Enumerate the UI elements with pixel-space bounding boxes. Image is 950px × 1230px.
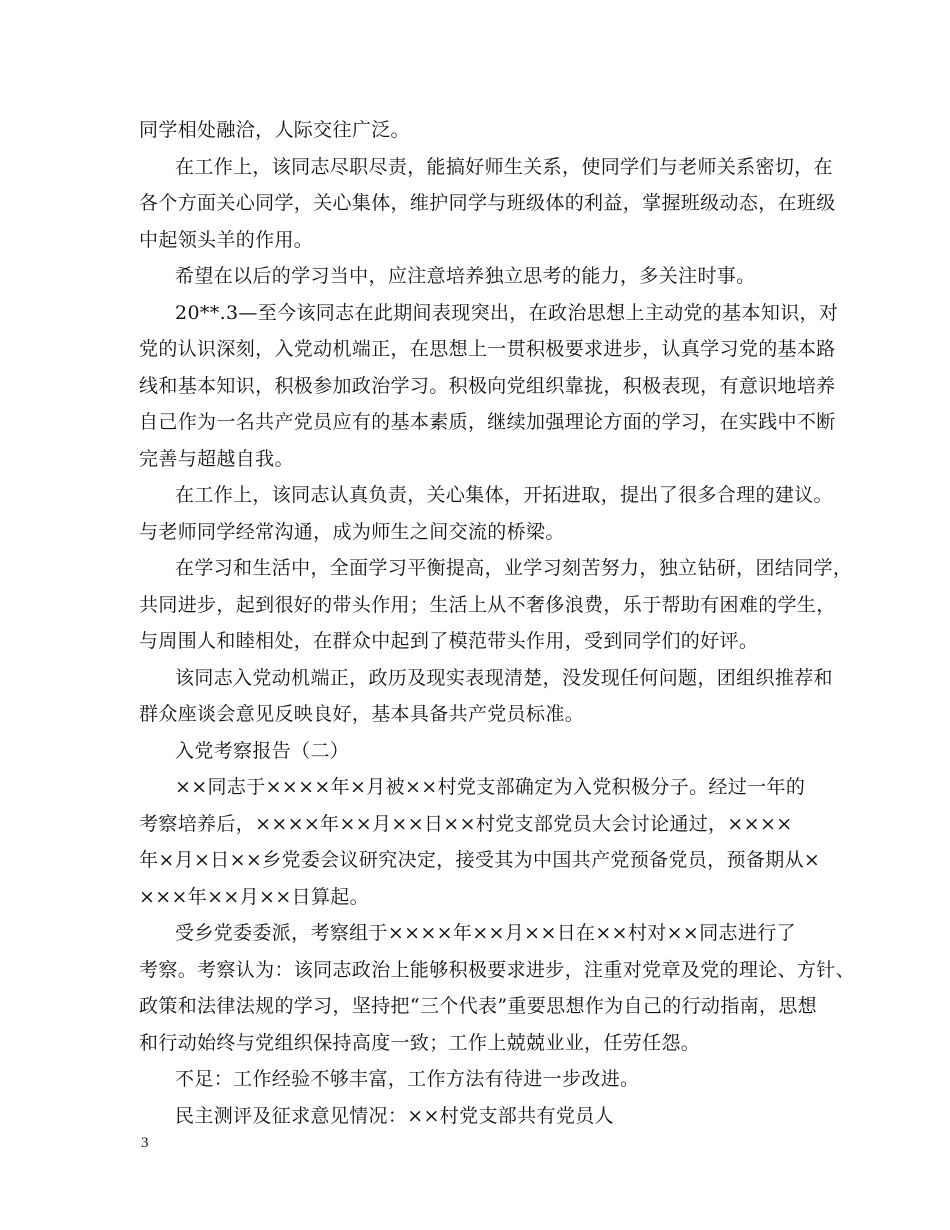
- text-line: 共同进步，起到很好的带头作用；生活上从不奢侈浪费，乐于帮助有困难的学生，: [139, 593, 836, 616]
- text-line: 希望在以后的学习当中，应注意培养独立思考的能力，多关注时事。: [175, 265, 756, 287]
- text-line: 入党考察报告（二）: [175, 739, 350, 762]
- text-line: 和行动始终与党组织保持高度一致；工作上兢兢业业，任劳任怨。: [139, 1031, 701, 1054]
- text-line: 完善与超越自我。: [139, 447, 294, 470]
- text-line: 与老师同学经常沟通，成为师生之间交流的桥梁。: [139, 520, 565, 543]
- text-line: 在工作上，该同志尽职尽责，能搞好师生关系，使同学们与老师关系密切，在: [175, 155, 833, 178]
- text-line: 在工作上，该同志认真负责，关心集体，开拓进取，提出了很多合理的建议。: [175, 484, 833, 506]
- text-line: 线和基本知识，积极参加政治学习。积极向党组织靠拢，积极表现，有意识地培养: [139, 374, 836, 397]
- text-line: ××同志于××××年×月被××村党支部确定为入党积极分子。经过一年的: [175, 776, 806, 798]
- text-line: ×××年××月××日算起。: [139, 885, 369, 908]
- page-number: 3: [141, 1135, 149, 1151]
- text-line: 考察。考察认为：该同志政治上能够积极要求进步，注重对党章及党的理论、方针、: [139, 958, 855, 981]
- text-line: 群众座谈会意见反映良好，基本具备共产党员标准。: [139, 703, 585, 725]
- text-line: 自己作为一名共产党员应有的基本素质，继续加强理论方面的学习，在实践中不断: [139, 411, 836, 433]
- text-line: 该同志入党动机端正，政历及现实表现清楚，没发现任何问题，团组织推荐和: [175, 666, 833, 689]
- text-line: 在学习和生活中，全面学习平衡提高，业学习刻苦努力，独立钻研，团结同学，: [175, 557, 853, 579]
- text-line: 与周围人和睦相处，在群众中起到了模范带头作用，受到同学们的好评。: [139, 630, 759, 652]
- text-line: 各个方面关心同学，关心集体，维护同学与班级体的利益，掌握班级动态，在班级: [139, 192, 836, 214]
- text-line: 民主测评及征求意见情况：××村党支部共有党员人: [175, 1104, 614, 1127]
- text-line: 考察培养后，××××年××月××日××村党支部党员大会讨论通过，××××: [139, 812, 793, 835]
- text-line: 20**.3—至今该同志在此期间表现突出，在政治思想上主动党的基本知识，对: [175, 301, 839, 324]
- text-line: 年×月×日××乡党委会议研究决定，接受其为中国共产党预备党员，预备期从×: [139, 849, 821, 871]
- text-line: 受乡党委委派，考察组于××××年××月××日在××村对××同志进行了: [175, 922, 796, 944]
- text-line: 同学相处融洽，人际交往广泛。: [139, 119, 410, 141]
- text-line: 不足：工作经验不够丰富，工作方法有待进一步改进。: [175, 1068, 640, 1090]
- text-line: 政策和法律法规的学习，坚持把“三个代表”重要思想作为自己的行动指南，思想: [139, 995, 818, 1017]
- document-body: [139, 112, 855, 1134]
- text-line: 中起领头羊的作用。: [139, 228, 314, 251]
- text-line: 党的认识深刻，入党动机端正，在思想上一贯积极要求进步，认真学习党的基本路: [139, 338, 836, 360]
